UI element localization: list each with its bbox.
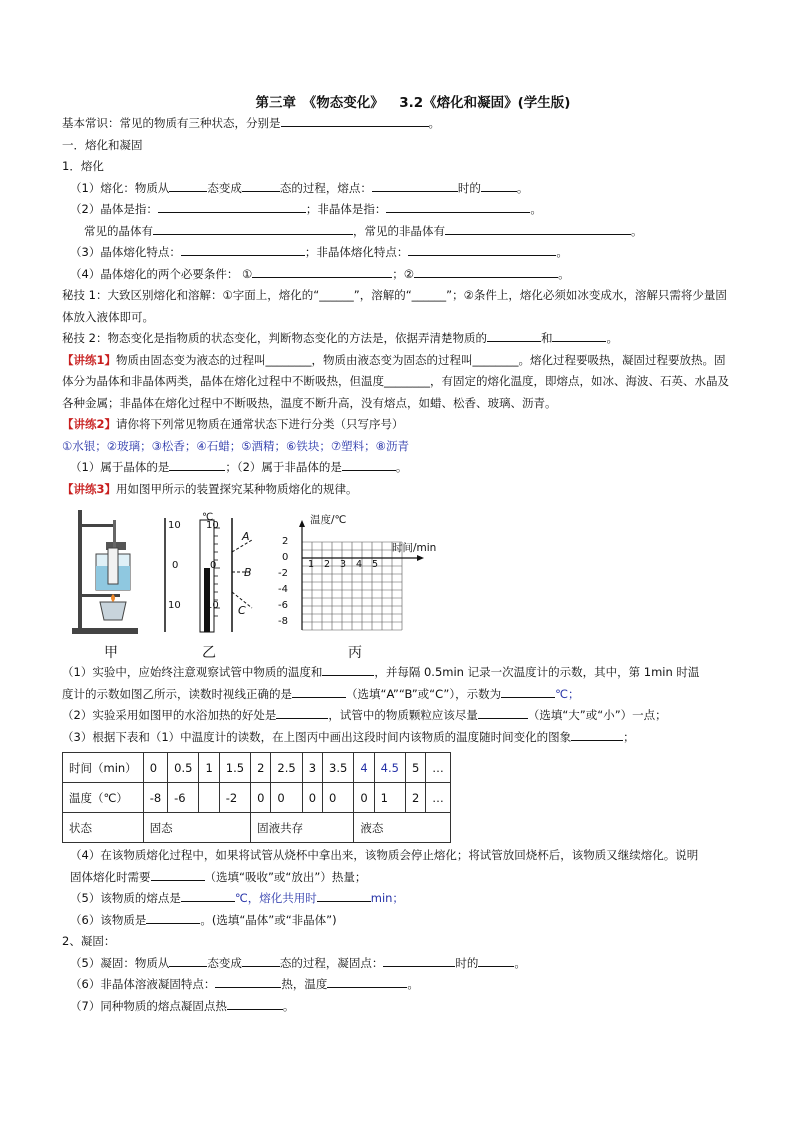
question-line: （1）熔化：物质从 态变成 态的过程，熔点： 时的 。 [70,180,529,195]
subsection-heading: 2、凝固： [62,934,116,948]
sightline-b-label: B [244,566,252,579]
blank[interactable] [169,954,207,967]
blank[interactable] [181,889,235,902]
blank[interactable] [372,179,458,192]
blank[interactable] [215,975,281,988]
exercise-tag: 【讲练1】 [62,352,117,367]
graph-grid-figure [292,512,442,642]
blank[interactable] [151,868,205,881]
blank[interactable] [242,954,280,967]
exercise-2: 【讲练2】请你将下列常见物质在通常状态下进行分类（只写序号） [62,417,404,431]
blank[interactable] [487,329,541,342]
apparatus-figure [70,508,142,636]
question-line: （6）非晶体溶液凝固特点： 热，温度 。 [70,977,419,991]
blank[interactable] [383,954,455,967]
blank[interactable] [227,997,283,1010]
exercise-tag: 【讲练3】 [62,481,117,496]
figures: 甲 ℃ 10 0 10 10 0 10 A B C 乙 温度/℃ 时间/min 2 0 -2 -4 -6 -8 1 2 3 4 5 丙 [62,500,734,662]
blank[interactable] [478,954,514,967]
secret-tip-1: 秘技 1：大致区别熔化和溶解：①字面上，熔化的“______”，溶解的“______”；②条件上，熔化必须如冰变成水，溶解只需将少量固体放入液体即可。 [62,288,727,324]
data-table [62,752,451,843]
blank[interactable] [386,200,530,213]
exercise-tag: 【讲练2】 [62,417,117,431]
blank[interactable] [414,265,558,278]
page-title: 第三章 《物态变化》 3.2《熔化和凝固》(学生版) [255,95,571,111]
blank[interactable] [181,243,305,256]
blank[interactable] [169,179,207,192]
graph-y-label: 温度/℃ [310,514,347,526]
blank[interactable] [408,243,556,256]
blank[interactable] [342,458,396,471]
blank[interactable] [317,889,371,902]
table-row: 状态 固态 固液共存 液态 [63,813,451,843]
blank[interactable] [242,179,280,192]
blank[interactable] [478,706,528,719]
question-5: （5）该物质的熔点是 ℃，熔化共用时 min； [70,891,404,905]
question-line: （1）属于晶体的是 ；（2）属于非晶体的是 。 [70,460,408,474]
question-3: （3）根据下表和（1）中温度计的读数，在上图丙中画出这段时间内该物质的温度随时间变化的图象 ； [62,729,635,744]
sightline-c-label: C [238,604,246,617]
question-line: （4）晶体熔化的两个必要条件： ① ；② 。 [70,266,570,281]
question-line: （2）晶体是指： ；非晶体是指： 。 [70,202,542,216]
blank[interactable] [276,706,328,719]
question-line: （3）晶体熔化特点： ；非晶体熔化特点： 。 [70,245,568,259]
question-line: （7）同种物质的熔点凝固点热 。 [70,998,295,1013]
substance-list: ①水银；②玻璃；③松香；④石蜡；⑤酒精；⑥铁块；⑦塑料；⑧沥青 [62,438,409,453]
exercise-1: 【讲练1】物质由固态变为液态的过程叫________，物质由液态变为固态的过程叫________。熔化过程要吸热，凝固过程要放热。固体分为晶体和非晶体两类，晶体在熔化过程中不断吸热，但温度________，有固定的熔化温度，即熔点，如冰、海波、石英、水晶及各种金属；非晶体在熔化过程中不断吸热，温度不断升高，没有熔点，如蜡、松香、玻璃、沥青。 [62,352,729,410]
question-4: （4）在该物质熔化过程中，如果将试管从烧杯中拿出来，该物质会停止熔化；将试管放回烧杯后，该物质又继续熔化。说明 固体熔化时需要 （选填“吸收”或“放出”）热量； [70,848,699,884]
blank[interactable] [146,911,200,924]
question-line: （5）凝固：物质从 态变成 态的过程，凝固点： 时的 。 [70,955,526,970]
question-6: （6）该物质是 。(选填“晶体”或“非晶体”) [70,912,337,927]
blank[interactable] [552,329,606,342]
blank[interactable] [571,728,623,741]
graph-x-label: 时间/min [392,542,437,554]
figure-caption-jia: 甲 [104,645,118,661]
blank[interactable] [327,975,407,988]
blank[interactable] [445,222,631,235]
blank[interactable] [322,663,374,676]
sightline-a-label: A [242,530,250,543]
blank[interactable] [158,200,306,213]
basic-knowledge: 基本常识：常见的物质有三种状态，分别是 。 [62,116,440,130]
table-row: 温度（℃） -8 -6 -2 0 0 0 0 0 1 2 … [63,783,451,813]
blank[interactable] [481,179,517,192]
section-heading: 一．熔化和凝固 [62,137,143,152]
figure-caption-yi: 乙 [202,645,216,661]
blank[interactable] [169,458,225,471]
secret-tip-2: 秘技 2：物态变化是指物质的状态变化，判断物态变化的方法是，依据弄清楚物质的 和 。 [62,331,618,345]
blank[interactable] [292,685,346,698]
question-1: （1）实验中，应始终注意观察试管中物质的温度和 ，并每隔 0.5min 记录一次温度计的示数，其中，第 1min 时温 度计的示数如图乙所示，读数时视线正确的是 （选填“A”“B”或“C”），示数为 ℃； [62,665,700,701]
exercise-3: 【讲练3】用如图甲所示的装置探究某种物质熔化的规律。 [62,481,358,496]
figure-caption-bing: 丙 [348,645,362,661]
table-row: 时间（min） 0 0.5 1 1.5 2 2.5 3 3.5 4 4.5 5 … [63,753,451,783]
worksheet [62,93,734,1017]
question-line: 常见的晶体有 ，常见的非晶体有 。 [84,223,643,238]
subsection-heading: 1．熔化 [62,159,104,173]
blank[interactable] [501,685,555,698]
blank[interactable] [281,114,429,127]
question-2: （2）实验采用如图甲的水浴加热的好处是 ，试管中的物质颗粒应该尽量 （选填“大”或“小”）一点； [62,708,667,722]
blank[interactable] [252,265,392,278]
blank[interactable] [153,222,353,235]
